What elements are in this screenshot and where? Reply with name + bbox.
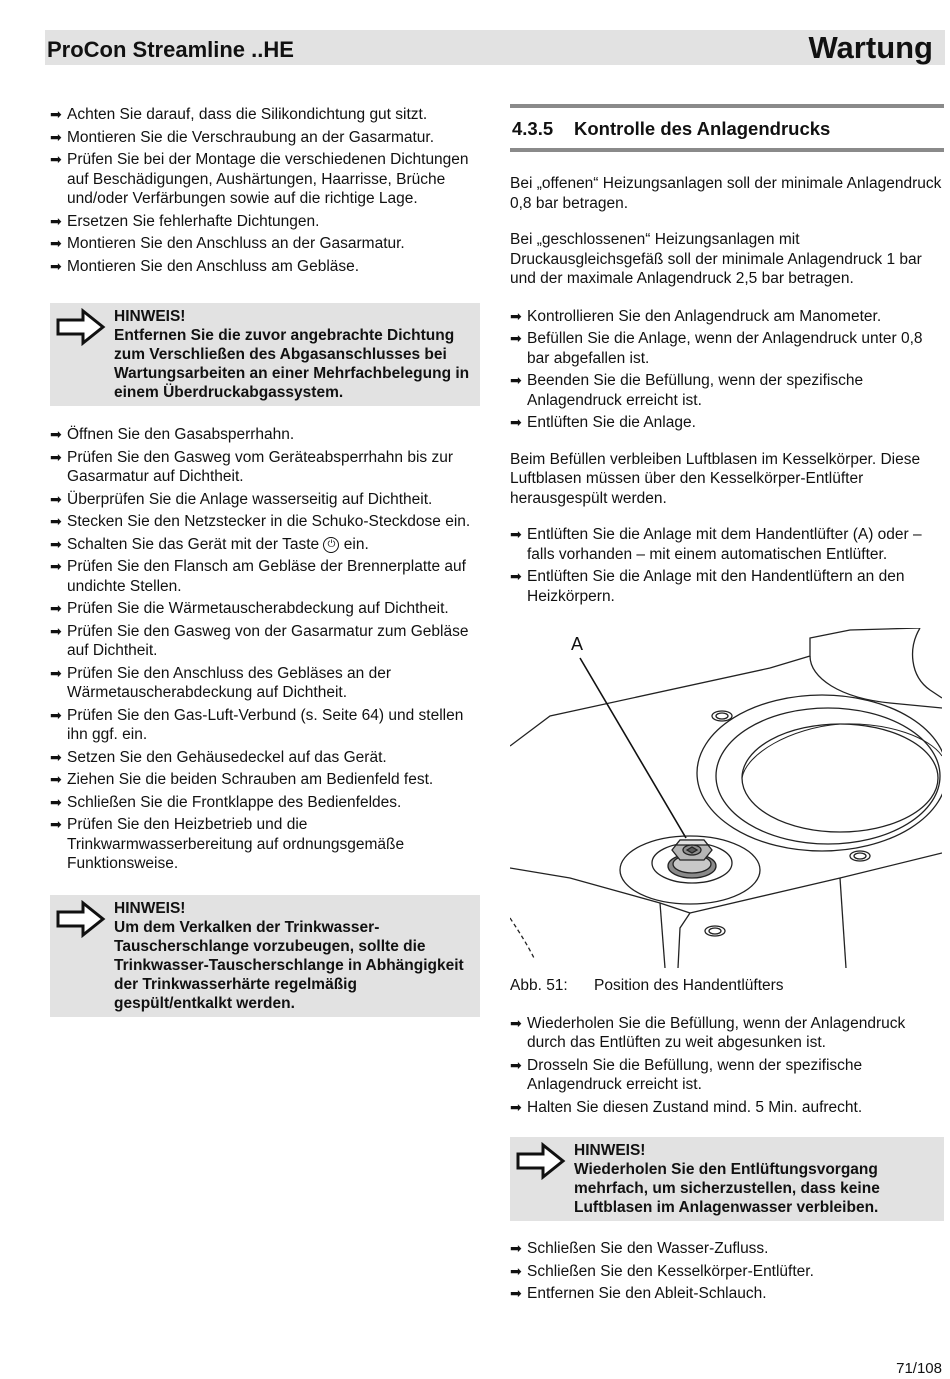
step-list (510, 1014, 944, 1118)
step-text: Entlüften Sie die Anlage. (527, 414, 696, 431)
arrow-right-icon: ➡ (50, 793, 62, 810)
step-list (50, 425, 480, 532)
arrow-right-icon: ➡ (510, 372, 522, 388)
page-number: 71/108 (896, 1360, 942, 1377)
step-item (50, 490, 480, 510)
figure-caption (510, 976, 944, 996)
step-text: Schließen Sie den Kesselkörper-Entlüfter. (527, 1262, 814, 1280)
step-item (510, 371, 944, 410)
step-list (50, 557, 480, 874)
step-text: Schließen Sie die Frontklappe des Bedienfeldes. (67, 793, 402, 811)
step-list (510, 525, 944, 606)
section-number: 4.3.5 (512, 118, 554, 139)
step-text: Stecken Sie den Netzstecker in die Schuko-Steckdose ein. (67, 513, 471, 530)
callout-line (580, 658, 686, 838)
document-title: ProCon Streamline ..HE (47, 37, 294, 62)
step-item (50, 234, 480, 254)
arrow-right-icon: ➡ (50, 448, 62, 465)
step-text: Drosseln Sie die Befüllung, wenn der spezifische Anlagendruck erreicht ist. (527, 1056, 863, 1093)
step-item (510, 567, 944, 606)
arrow-right-icon: ➡ (510, 1014, 522, 1031)
arrow-right-icon: ➡ (50, 128, 62, 145)
hint-box (510, 1137, 944, 1221)
arrow-right-icon: ➡ (510, 1262, 522, 1279)
step-item (510, 1056, 944, 1095)
hint-box (50, 303, 480, 406)
hint-text: Entfernen Sie die zuvor angebrachte Dichtung zum Verschließen des Abgasanschlusses bei Wartungsarbeiten an einer Mehrfachbelegung in einem Überdruckabgassystem. (114, 327, 470, 401)
arrow-right-icon: ➡ (50, 816, 62, 832)
arrow-right-icon: ➡ (510, 526, 522, 542)
step-item (510, 525, 944, 564)
step-item (510, 1262, 944, 1282)
step-text: Montieren Sie die Verschraubung an der Gasarmatur. (67, 128, 435, 146)
step-text: Prüfen Sie den Gas-Luft-Verbund (s. Seite 64) und stellen ihn ggf. ein. (67, 706, 464, 743)
paragraph: Bei „offenen“ Heizungsanlagen soll der minimale Anlagendruck 0,8 bar betragen. (510, 175, 942, 212)
step-item (50, 105, 480, 125)
step-text: Kontrollieren Sie den Anlagendruck am Manometer. (527, 307, 882, 325)
arrow-right-icon: ➡ (50, 664, 62, 681)
step-text: Prüfen Sie die Wärmetauscherabdeckung auf Dichtheit. (67, 600, 449, 617)
hint-arrow-icon (516, 1142, 566, 1180)
step-text: Prüfen Sie den Gasweg von der Gasarmatur zum Gebläse auf Dichtheit. (67, 622, 469, 659)
step-item (50, 748, 480, 768)
step-item (50, 664, 480, 703)
hint-arrow-icon (56, 308, 106, 346)
step-list (510, 1239, 944, 1304)
step-text: Prüfen Sie den Gasweg vom Geräteabsperrhahn bis zur Gasarmatur auf Dichtheit. (67, 448, 453, 485)
hint-title: HINWEIS! (114, 308, 186, 325)
left-column (50, 105, 480, 1017)
step-list (50, 105, 480, 276)
step-item (510, 1098, 944, 1118)
right-column (510, 104, 944, 1307)
hint-text: Wiederholen Sie den Entlüftungsvorgang mehrfach, um sicherzustellen, dass keine Luftblasen im Anlagenwasser verbleiben. (574, 1161, 880, 1216)
section-heading (510, 104, 944, 152)
step-text: Befüllen Sie die Anlage, wenn der Anlagendruck unter 0,8 bar abgefallen ist. (527, 330, 923, 367)
arrow-right-icon: ➡ (510, 307, 522, 324)
step-text: Prüfen Sie den Flansch am Gebläse der Brennerplatte auf undichte Stellen. (67, 558, 466, 595)
step-item (50, 212, 480, 232)
arrow-right-icon: ➡ (50, 535, 62, 552)
step-item (510, 1014, 944, 1053)
arrow-right-icon: ➡ (50, 490, 62, 507)
arrow-right-icon: ➡ (50, 748, 62, 765)
step-item (50, 770, 480, 790)
step-text: Achten Sie darauf, dass die Silikondichtung gut sitzt. (67, 106, 428, 123)
step-item (50, 557, 480, 596)
step-text: Entlüften Sie die Anlage mit den Handentlüftern an den Heizkörpern. (527, 568, 905, 605)
arrow-right-icon: ➡ (510, 330, 522, 346)
step-item (50, 599, 480, 619)
arrow-right-icon: ➡ (50, 106, 62, 122)
step-item (510, 1284, 944, 1304)
step-text: Schließen Sie den Wasser-Zufluss. (527, 1240, 769, 1257)
arrow-right-icon: ➡ (50, 235, 62, 251)
step-item (50, 128, 480, 148)
arrow-right-icon: ➡ (510, 568, 522, 584)
step-text: Überprüfen Sie die Anlage wasserseitig auf Dichtheit. (67, 490, 433, 508)
step-item (50, 512, 480, 532)
step-item (510, 413, 944, 433)
arrow-right-icon: ➡ (50, 558, 62, 574)
step-item (510, 1239, 944, 1259)
step-text: Wiederholen Sie die Befüllung, wenn der Anlagendruck durch das Entlüften zu weit abgesunken ist. (527, 1014, 906, 1051)
step-item (50, 622, 480, 661)
step-text: Montieren Sie den Anschluss am Gebläse. (67, 257, 360, 275)
step-list (50, 535, 480, 555)
step-item (510, 329, 944, 368)
step-text: Prüfen Sie den Anschluss des Gebläses an der Wärmetauscherabdeckung auf Dichtheit. (67, 664, 391, 701)
step-item (50, 815, 480, 874)
step-item (50, 535, 480, 555)
step-text: Prüfen Sie den Heizbetrieb und die Trinkwarmwasserbereitung auf ordnungsgemäße Funktionsweise. (67, 816, 405, 872)
step-text: Halten Sie diesen Zustand mind. 5 Min. aufrecht. (527, 1098, 863, 1116)
step-text: Ziehen Sie die beiden Schrauben am Bedienfeld fest. (67, 771, 434, 788)
arrow-right-icon: ➡ (50, 212, 62, 229)
step-text: Ersetzen Sie fehlerhafte Dichtungen. (67, 212, 320, 230)
step-item (50, 706, 480, 745)
power-button-icon: ⏻ (323, 537, 339, 553)
hint-arrow-icon (56, 900, 106, 938)
vent-screw (668, 840, 716, 878)
arrow-right-icon: ➡ (510, 1098, 522, 1115)
step-item (50, 150, 480, 209)
hint-title: HINWEIS! (114, 899, 186, 917)
chapter-title: Wartung (808, 30, 933, 65)
step-text: Entfernen Sie den Ableit-Schlauch. (527, 1285, 767, 1302)
step-text: ein. (339, 535, 369, 553)
arrow-right-icon: ➡ (510, 1056, 522, 1073)
step-text: Prüfen Sie bei der Montage die verschiedenen Dichtungen auf Beschädigungen, Aushärtungen, Haarrisse, Brüche und/oder Verfärbungen sowie auf die richtige Lage. (67, 151, 469, 207)
arrow-right-icon: ➡ (50, 622, 62, 639)
callout-label: A (571, 634, 584, 654)
figure-handentluefter (510, 628, 942, 968)
step-text: Schalten Sie das Gerät mit der Taste (67, 535, 324, 553)
arrow-right-icon: ➡ (50, 706, 62, 723)
step-text: Setzen Sie den Gehäusedeckel auf das Gerät. (67, 748, 387, 766)
arrow-right-icon: ➡ (510, 1285, 522, 1301)
paragraph: Beim Befüllen verbleiben Luftblasen im Kesselkörper. Diese Luftblasen müssen über den Kesselkörper-Entlüfter herausgespült werden. (510, 450, 921, 507)
paragraph: Bei „geschlossenen“ Heizungsanlagen mit Druckausgleichsgefäß soll der minimale Anlagendruck 1 bar und der maximale Anlagendruck 2,5 bar betragen. (510, 231, 922, 287)
step-text: Öffnen Sie den Gasabsperrhahn. (67, 426, 295, 443)
arrow-right-icon: ➡ (50, 151, 62, 167)
step-item (50, 793, 480, 813)
hint-box (50, 895, 480, 1017)
caption-text: Position des Handentlüfters (594, 977, 784, 994)
page-header (45, 30, 945, 65)
arrow-right-icon: ➡ (50, 771, 62, 787)
boiler-illustration (510, 628, 942, 968)
section-title: Kontrolle des Anlagendrucks (574, 118, 831, 139)
step-item (50, 425, 480, 445)
arrow-right-icon: ➡ (50, 426, 62, 442)
step-item (50, 448, 480, 487)
arrow-right-icon: ➡ (50, 600, 62, 616)
step-item (510, 307, 944, 327)
hint-title: HINWEIS! (574, 1142, 646, 1159)
step-list (510, 307, 944, 433)
step-text: Entlüften Sie die Anlage mit dem Handentlüfter (A) oder – falls vorhanden – mit einem automatischen Entlüfter. (527, 526, 922, 563)
step-text: Beenden Sie die Befüllung, wenn der spezifische Anlagendruck erreicht ist. (527, 372, 864, 409)
step-text: Montieren Sie den Anschluss an der Gasarmatur. (67, 235, 405, 252)
caption-label: Abb. 51: (510, 977, 568, 994)
arrow-right-icon: ➡ (510, 1240, 522, 1256)
hint-text: Um dem Verkalken der Trinkwasser-Tauscherschlange vorzubeugen, sollte die Trinkwasser-Tauscherschlange in Abhängigkeit der Trinkwasserhärte regelmäßig gespült/entkalkt werden. (114, 918, 464, 1012)
arrow-right-icon: ➡ (50, 513, 62, 529)
arrow-right-icon: ➡ (50, 257, 62, 274)
step-item (50, 257, 480, 277)
arrow-right-icon: ➡ (510, 414, 522, 430)
